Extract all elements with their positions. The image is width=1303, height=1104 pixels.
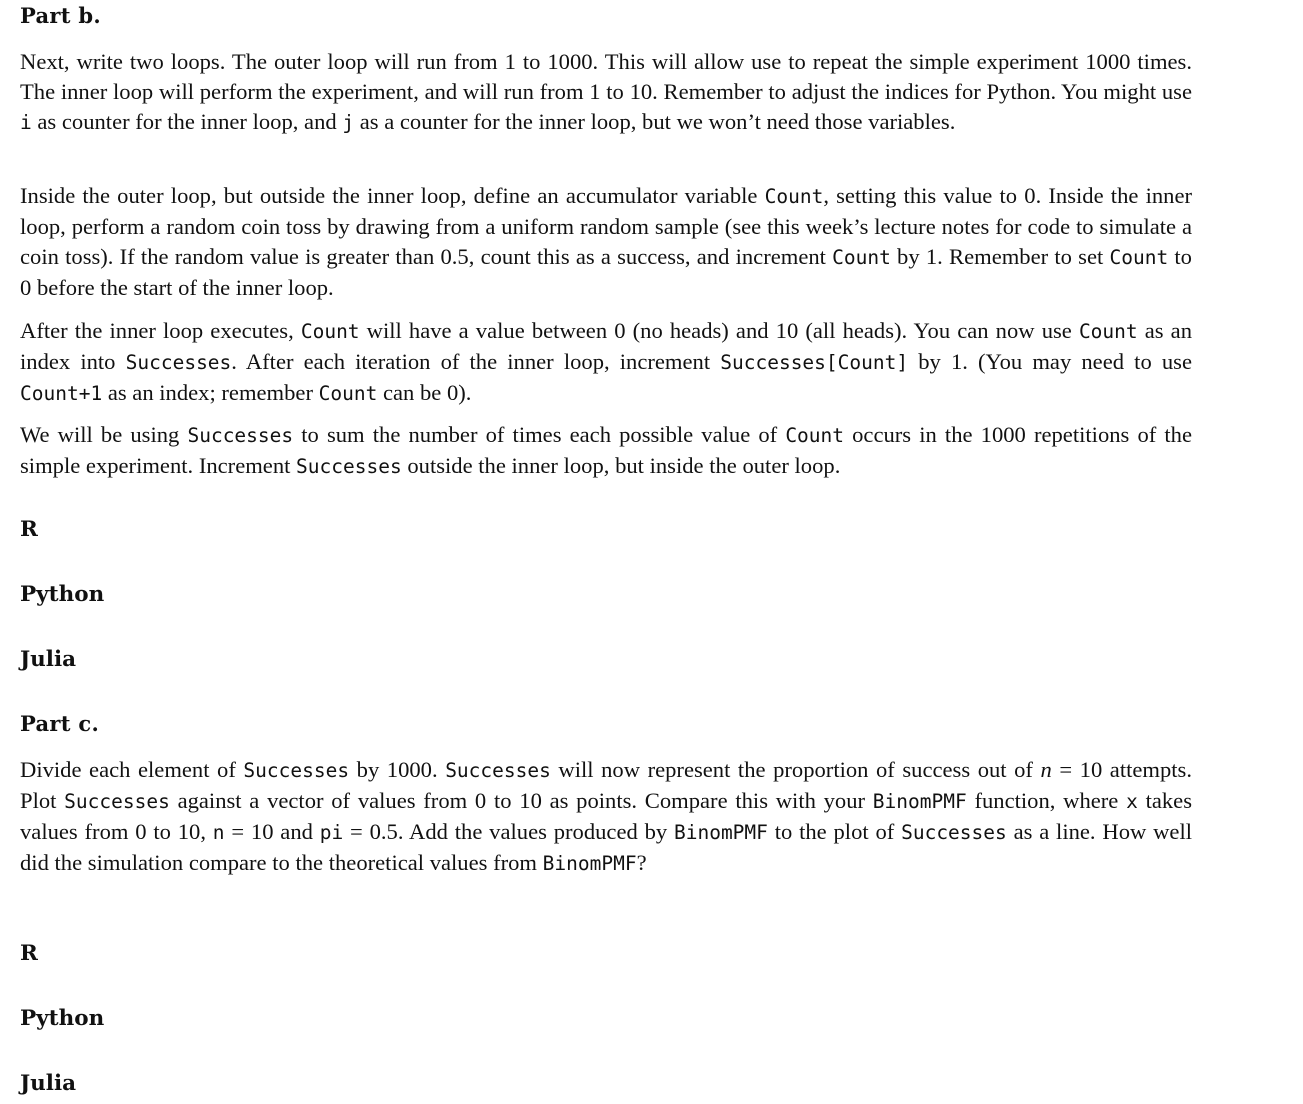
part-b-paragraph-2: Inside the outer loop, but outside the inner loop, define an accumulator variable Count, setting this value to 0. Inside the inner loop, perform a random coin toss by drawing from a uniform random sample (see this week’s lecture notes for code to simulate a coin toss). If the random value is greater than 0.5, count this as a success, and increment Count by 1. Remember to set Count to 0 before the start of the inner loop. [20, 183, 1193, 300]
code-successes: Successes [901, 821, 1007, 844]
part-b-heading-python: Python [20, 582, 105, 607]
math-n: n [1040, 757, 1052, 782]
code-i: i [20, 111, 32, 134]
code-count: Count [832, 246, 891, 269]
part-b-paragraph-3: After the inner loop executes, Count will have a value between 0 (no heads) and 10 (all heads). You can now use Count as an index into Successes. After each iteration of the inner loop, increment Successes[Count] by 1. (You may need to use Count+1 as an index; remember Count can be 0). [20, 318, 1193, 405]
code-count: Count [1078, 320, 1138, 343]
code-count: Count [1109, 246, 1169, 269]
code-successes-count: Successes[Count] [720, 351, 909, 374]
code-x: x [1126, 790, 1138, 813]
part-c-paragraph-1: Divide each element of Successes by 1000. Successes will now represent the proportion of success out of n = 10 attempts. Plot Successes against a vector of values from 0 to 10 as points. Compare this with your BinomPMF function, where x takes values from 0 to 10, n = 10 and pi = 0.5. Add the values produced by BinomPMF to the plot of Successes as a line. How well did the simulation compare to the theoretical values from BinomPMF? [20, 757, 1193, 875]
part-b-paragraph-1: Next, write two loops. The outer loop will run from 1 to 1000. This will allow use to repeat the simple experiment 1000 times. The inner loop will perform the experiment, and will run from 1 to 10. Remember to adjust the indices for Python. You might use i as counter for the inner loop, and j as a counter for the inner loop, but we won’t need those variables. [20, 49, 1192, 134]
code-pi: pi [319, 821, 344, 844]
code-n: n [212, 821, 225, 844]
code-j: j [342, 111, 355, 134]
part-b-paragraph-4: We will be using Successes to sum the number of times each possible value of Count occurs in the 1000 repetitions of the simple experiment. Increment Successes outside the inner loop, but inside the outer loop. [20, 422, 1192, 478]
code-successes: Successes [187, 424, 294, 447]
code-successes: Successes [296, 455, 402, 478]
part-b-heading-r: R [20, 517, 38, 542]
code-count-plus-1: Count+1 [20, 382, 103, 405]
part-c-title: Part c. [20, 711, 100, 736]
part-c-heading-julia: Julia [20, 1071, 77, 1096]
part-b-heading-julia: Julia [20, 647, 77, 672]
code-successes: Successes [64, 790, 170, 813]
code-binompmf: BinomPMF [542, 852, 637, 875]
code-count: Count [300, 320, 360, 343]
part-c-heading-r: R [20, 941, 38, 966]
code-count: Count [318, 382, 378, 405]
code-count: Count [764, 185, 824, 208]
code-successes: Successes [125, 351, 232, 374]
part-c-heading-python: Python [20, 1006, 105, 1031]
code-count: Count [785, 424, 845, 447]
code-successes: Successes [243, 759, 350, 782]
code-binompmf: BinomPMF [872, 790, 967, 813]
code-successes: Successes [445, 759, 551, 782]
part-b-title: Part b. [20, 3, 102, 28]
code-binompmf: BinomPMF [673, 821, 768, 844]
